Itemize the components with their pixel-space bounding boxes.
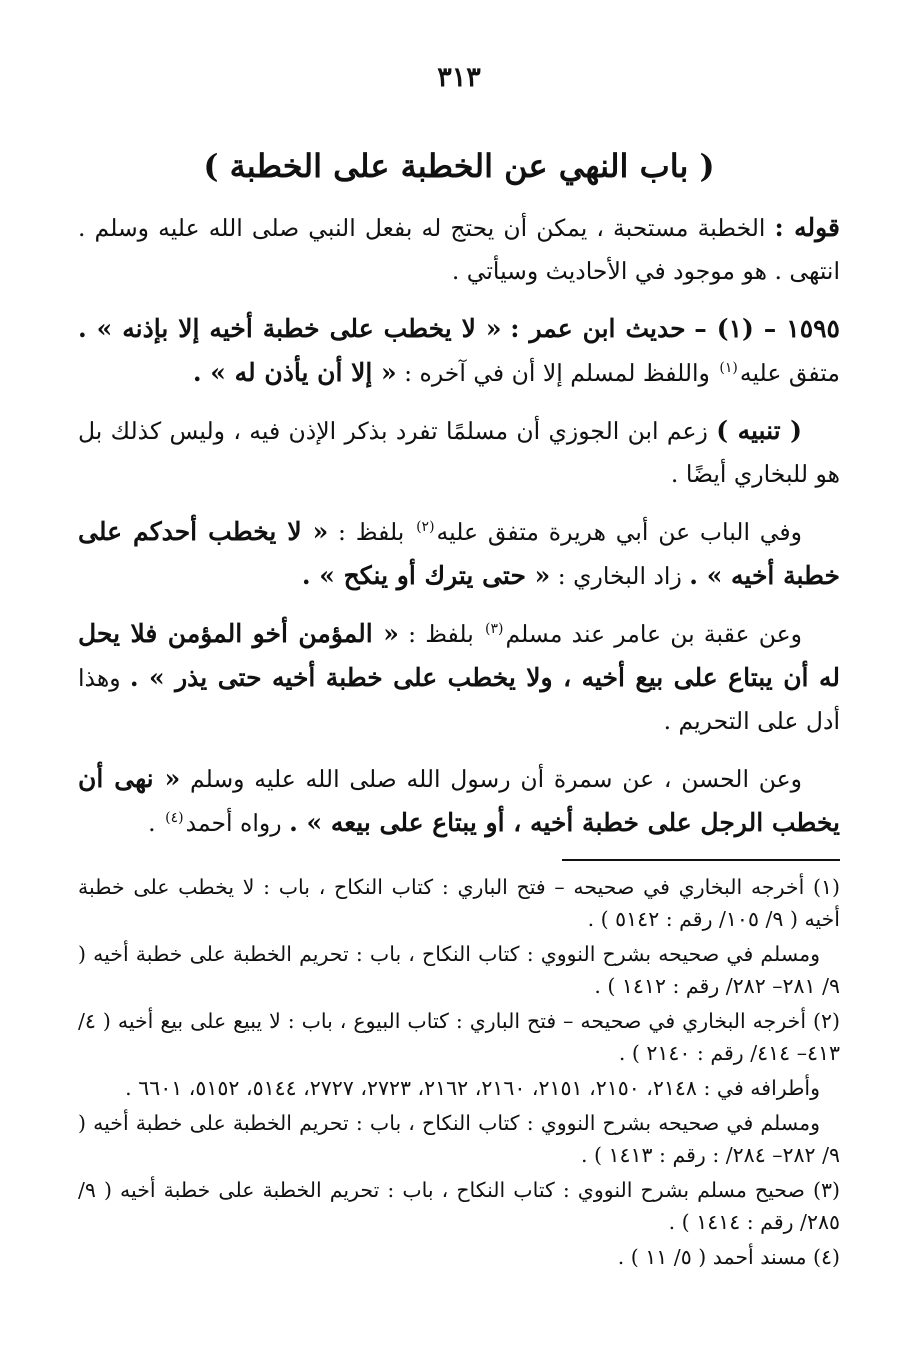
qawluh-label: قوله : — [774, 213, 840, 242]
footnote-ref-3: (٣) — [484, 621, 504, 638]
footnote-1-continued: ومسلم في صحيحه بشرح النووي : كتاب النكاح ، باب : تحريم الخطبة على خطبة أخيه ( ٩/ ٢٨١– ٢٨٢/ رقم : ١٤١٢ ) . — [78, 942, 840, 998]
uqba-quote: « المؤمن أخو المؤمن فلا يحل له أن يبتاع على بيع أخيه ، ولا يخطب على خطبة أخيه حتى يذر » . — [78, 619, 840, 692]
tanbih-label: ( تنبيه ) — [716, 416, 802, 445]
footnote-2: (٢) أخرجه البخاري في صحيحه – فتح الباري : كتاب البيوع ، باب : لا يبيع على بيع أخيه ( ٤/ ٤١٣– ٤١٤/ رقم : ٢١٤٠ ) . — [78, 1009, 840, 1065]
hasan-text2: رواه أحمد — [185, 809, 282, 837]
qawluh-paragraph — [78, 206, 840, 293]
abu-hurayra-text3: زاد البخاري : — [557, 562, 682, 590]
footnote-ref-1: (١) — [719, 360, 738, 377]
uqba-text2: بلفظ : — [408, 620, 474, 648]
abu-hurayra-text1: وفي الباب عن أبي هريرة متفق عليه — [436, 518, 802, 546]
uqba-text3: وهذا أدل على التحريم . — [78, 664, 840, 735]
footnote-2-continued: ومسلم في صحيحه بشرح النووي : كتاب النكاح ، باب : تحريم الخطبة على خطبة أخيه ( ٩/ ٢٨٢– ٢٨٤/ : رقم : ١٤١٣ ) . — [78, 1111, 840, 1167]
hadith-quote2: « إلا أن يأذن له » . — [192, 358, 397, 387]
chapter-title: ( باب النهي عن الخطبة على الخطبة ) — [203, 147, 715, 185]
abu-hurayra-quote2: « حتى يترك أو ينكح » . — [301, 561, 551, 590]
footnote-ref-4: (٤) — [165, 810, 184, 827]
footnote-1: (١) أخرجه البخاري في صحيحه – فتح الباري : كتاب النكاح ، باب : لا يخطب على خطبة أخيه ( ٩/ ١٠٥/ رقم : ٥١٤٢ ) . — [78, 875, 840, 931]
footnote-2-atraf: وأطرافه في : ٢١٤٨، ٢١٥٠، ٢١٥١، ٢١٦٠، ٢١٦٢، ٢٧٢٣، ٢٧٢٧، ٥١٤٤، ٥١٥٢، ٦٦٠١ . — [125, 1076, 820, 1100]
hadith-after2: واللفظ لمسلم إلا أن في آخره : — [404, 359, 710, 387]
uqba-text1: وعن عقبة بن عامر عند مسلم — [505, 620, 803, 648]
hadith-paragraph — [78, 307, 840, 395]
qawluh-text: الخطبة مستحبة ، يمكن أن يحتج له بفعل النبي صلى الله عليه وسلم . انتهى . هو موجود في الأحاديث وسيأتي . — [78, 214, 840, 285]
hadith-intro: حديث ابن عمر : — [510, 314, 686, 343]
footnote-4: (٤) مسند أحمد ( ٥/ ١١ ) . — [617, 1245, 840, 1269]
hadith-after: متفق عليه — [739, 359, 840, 387]
hasan-end: . — [148, 809, 156, 837]
hadith-number: ١٥٩٥ – (١) – — [694, 314, 840, 343]
hasan-paragraph — [78, 757, 840, 845]
abu-hurayra-paragraph — [78, 510, 840, 598]
footnote-3: (٣) صحيح مسلم بشرح النووي : كتاب النكاح ، باب : تحريم الخطبة على خطبة أخيه ( ٩/ ٢٨٥/ رقم : ١٤١٤ ) . — [78, 1178, 840, 1234]
page-number: ٣١٣ — [437, 62, 481, 93]
footnote-ref-2: (٢) — [416, 519, 435, 536]
abu-hurayra-quote1: « لا يخطب أحدكم على خطبة أخيه » . — [78, 517, 840, 590]
footnotes — [78, 871, 840, 1273]
book-page — [78, 58, 840, 1276]
hasan-quote: « نهى أن يخطب الرجل على خطبة أخيه ، أو يبتاع على بيعه » . — [78, 764, 840, 837]
footnote-separator — [562, 859, 840, 861]
tanbih-text: زعم ابن الجوزي أن مسلمًا تفرد بذكر الإذن فيه ، وليس كذلك بل هو للبخاري أيضًا . — [78, 417, 840, 488]
tanbih-paragraph — [78, 409, 840, 496]
abu-hurayra-text2: بلفظ : — [338, 518, 405, 546]
hadith-matn: « لا يخطب على خطبة أخيه إلا بإذنه » . — [78, 314, 502, 343]
hasan-text1: وعن الحسن ، عن سمرة أن رسول الله صلى الله عليه وسلم — [190, 765, 803, 793]
uqba-paragraph — [78, 612, 840, 743]
